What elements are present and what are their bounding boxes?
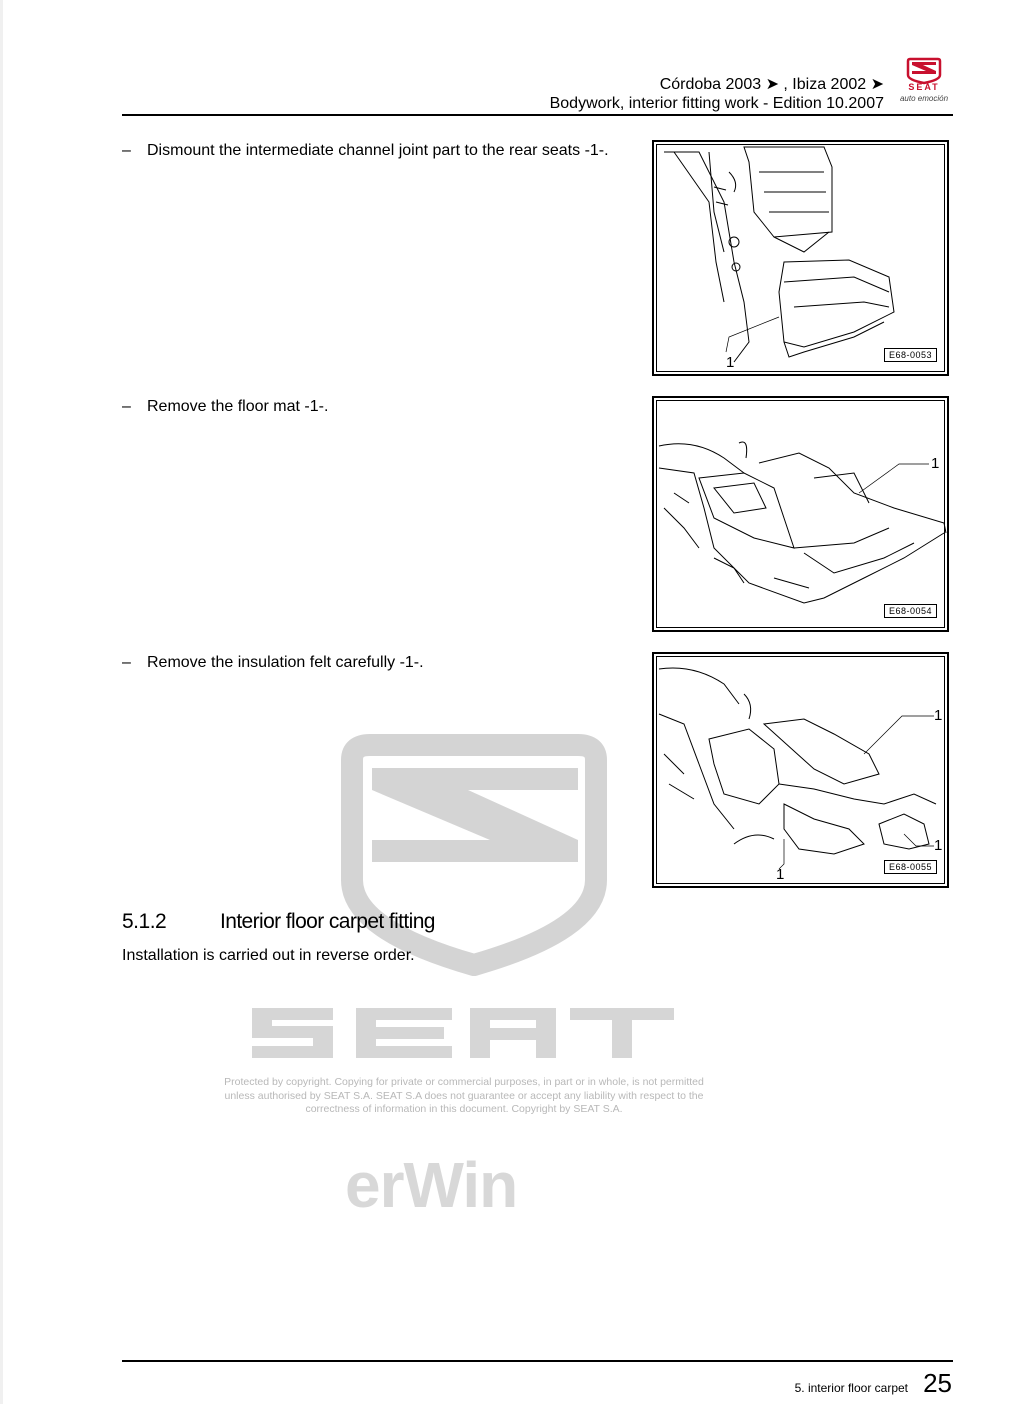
footer-chapter: 5. interior floor carpet bbox=[794, 1381, 908, 1395]
header-rule bbox=[122, 114, 953, 116]
footer-rule bbox=[122, 1360, 953, 1362]
erwin-watermark bbox=[345, 1148, 517, 1222]
floor-mat-drawing bbox=[654, 398, 951, 634]
figure-insulation-felt bbox=[652, 652, 949, 888]
section-number: 5.1.2 bbox=[122, 910, 167, 933]
step-2 bbox=[122, 398, 622, 415]
callout-1: 1 bbox=[934, 707, 943, 724]
callout-1-bottom: 1 bbox=[776, 866, 785, 883]
step-3 bbox=[122, 654, 622, 671]
step-1 bbox=[122, 142, 622, 159]
figure-floor-mat bbox=[652, 396, 949, 632]
page-edge bbox=[0, 0, 3, 1404]
logo-word: SEAT bbox=[908, 82, 940, 92]
step-text: Dismount the intermediate channel joint part to the rear seats -1-. bbox=[147, 142, 609, 159]
section-body: Installation is carried out in reverse order. bbox=[122, 947, 415, 964]
header-models: Córdoba 2003 ➤ , Ibiza 2002 ➤ bbox=[659, 76, 884, 93]
figure-code: E68-0054 bbox=[884, 604, 937, 618]
step-text: Remove the floor mat -1-. bbox=[147, 398, 329, 415]
section-title: Interior floor carpet fitting bbox=[220, 910, 435, 933]
step-dash: – bbox=[122, 654, 131, 671]
insulation-felt-drawing bbox=[654, 654, 951, 890]
callout-1-lower: 1 bbox=[934, 837, 943, 854]
page-number: 25 bbox=[923, 1368, 952, 1398]
header-edition: Bodywork, interior fitting work - Edition 10.2007 bbox=[549, 95, 884, 112]
logo-tagline: auto emoción bbox=[899, 94, 949, 103]
figure-channel-joint bbox=[652, 140, 949, 376]
figure-code: E68-0055 bbox=[884, 860, 937, 874]
channel-joint-drawing bbox=[654, 142, 951, 378]
erwin-word: erWin bbox=[345, 1149, 518, 1221]
step-text: Remove the insulation felt carefully -1-. bbox=[147, 654, 424, 671]
callout-1: 1 bbox=[931, 455, 940, 472]
copyright-notice: Protected by copyright. Copying for private or commercial purposes, in part or in whole, is not permitted unless authorised by SEAT S.A. SEAT S.A does not guarantee or accept any liability with respect to the correctness of information in this document. Copyright by SEAT S.A. bbox=[224, 1076, 704, 1115]
step-dash: – bbox=[122, 398, 131, 415]
callout-1: 1 bbox=[726, 354, 735, 371]
step-dash: – bbox=[122, 142, 131, 159]
figure-code: E68-0053 bbox=[884, 348, 937, 362]
